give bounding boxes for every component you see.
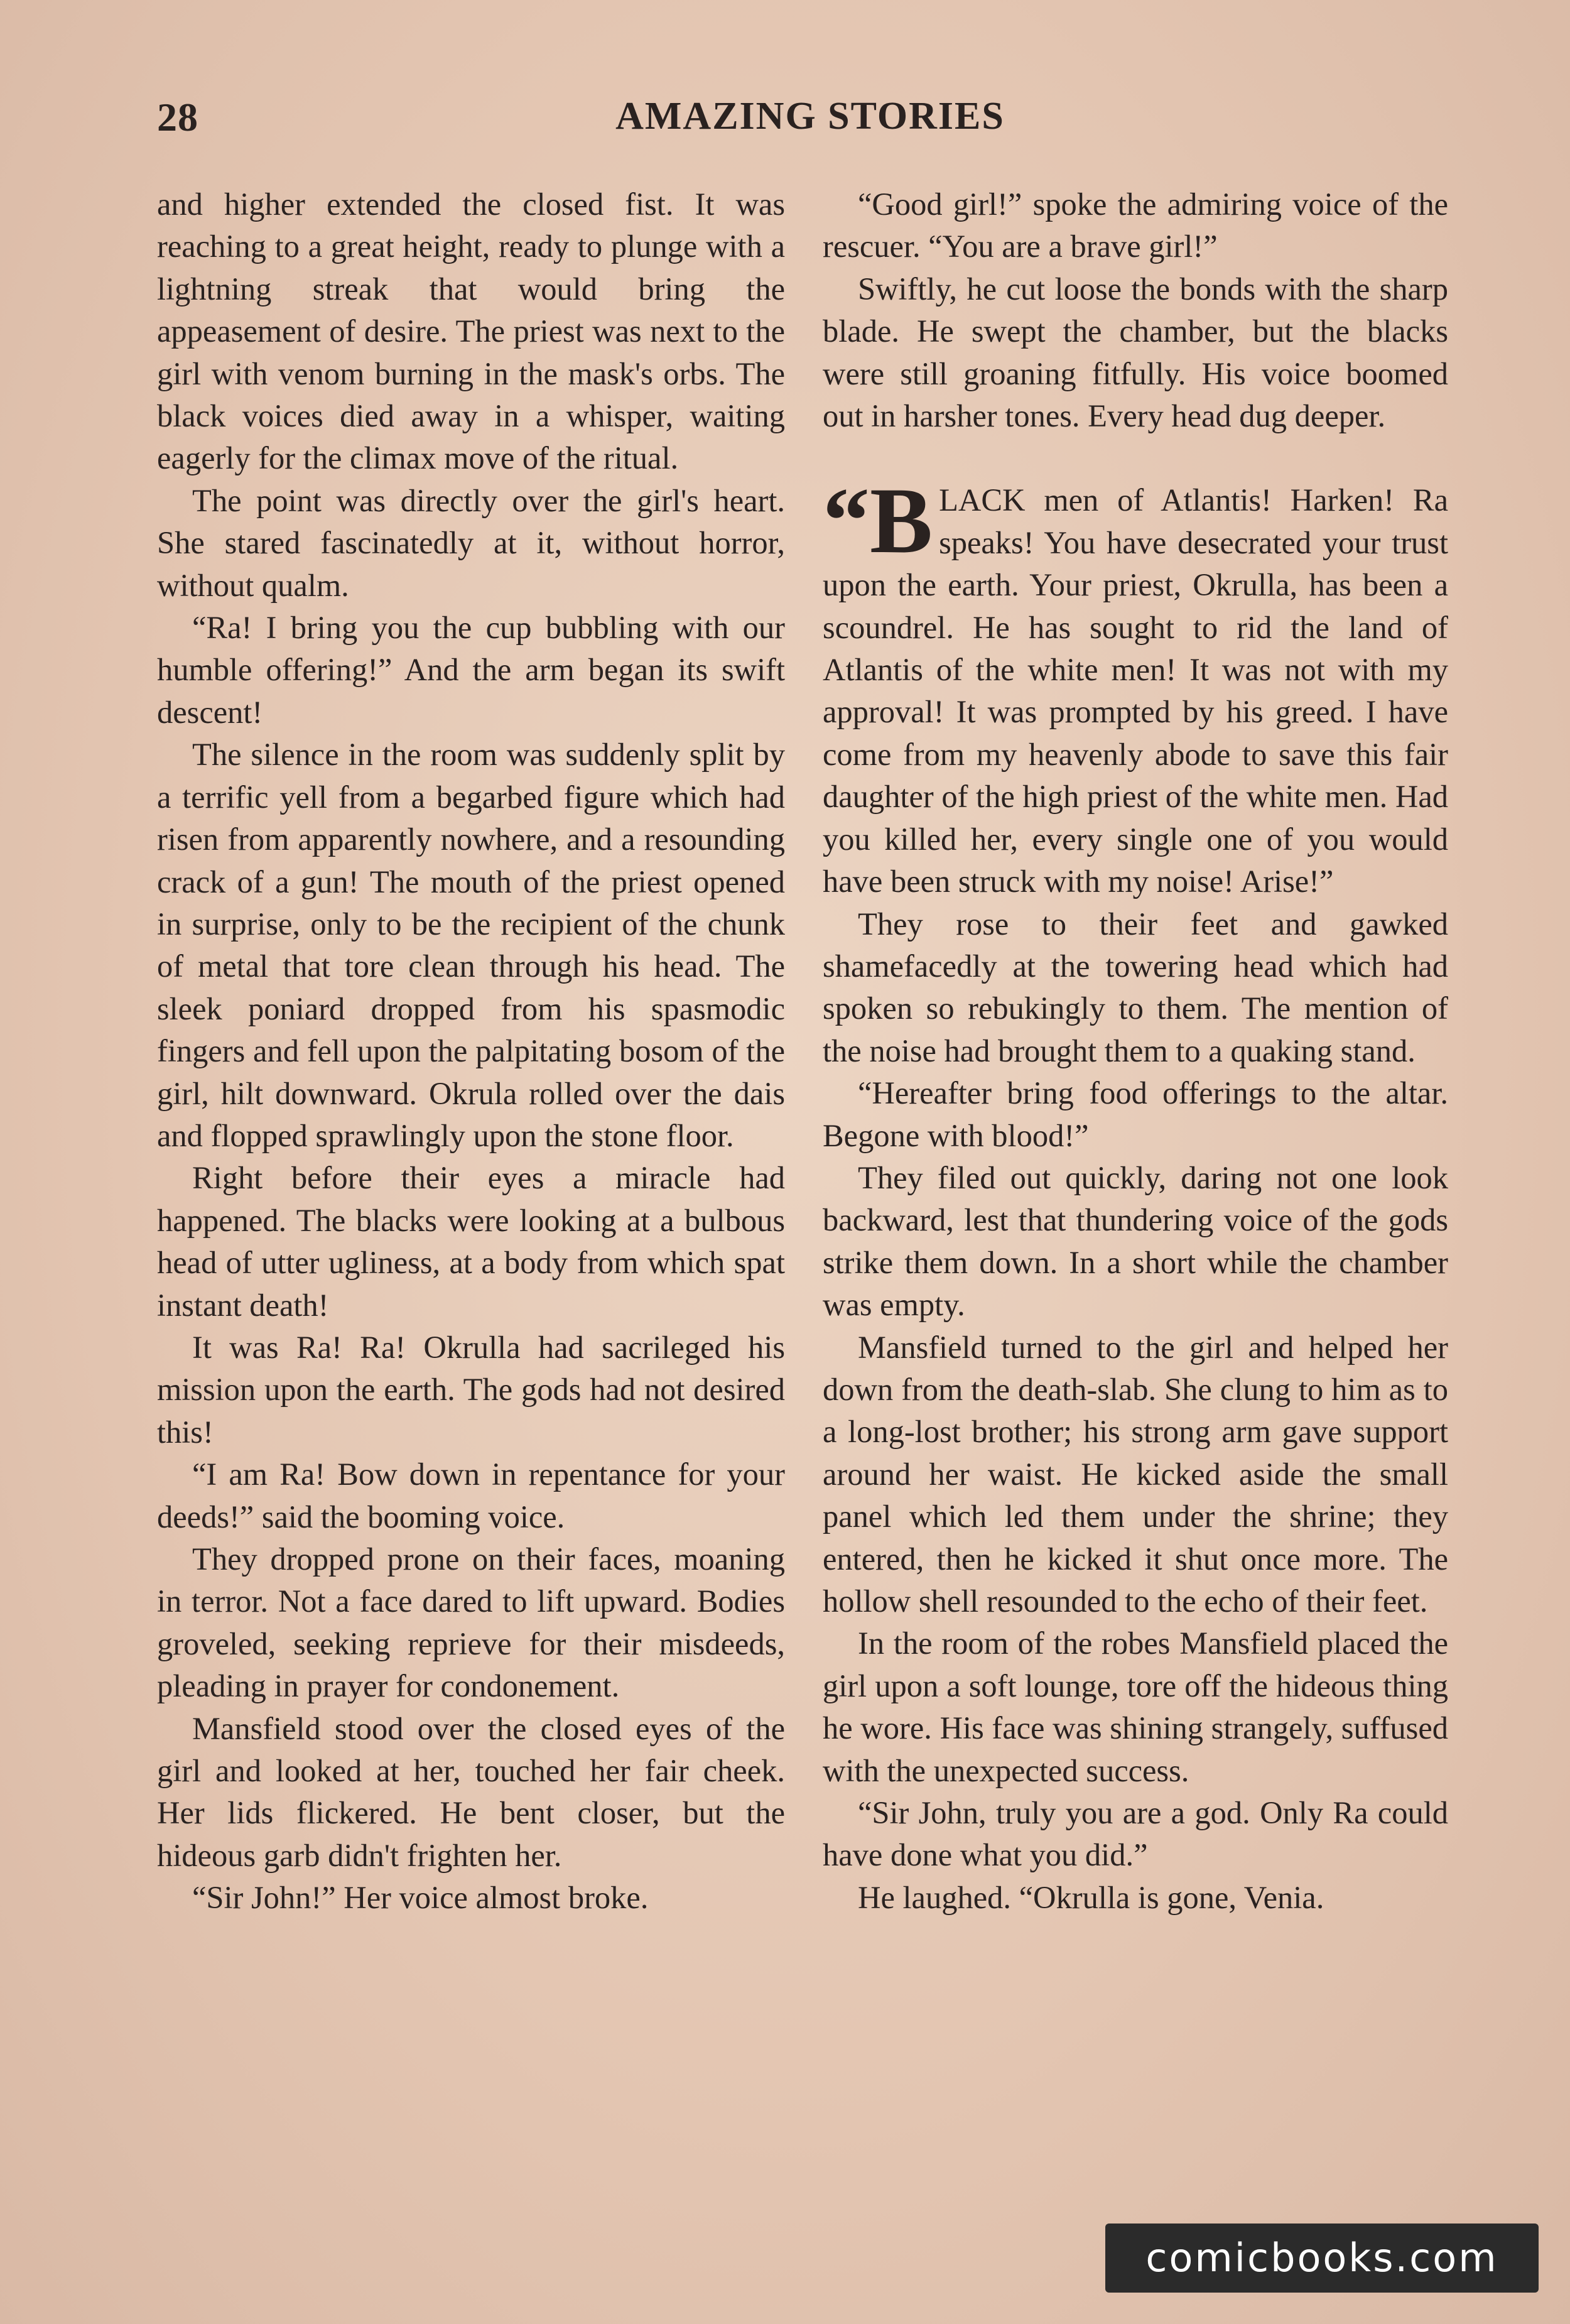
paragraph: and higher extended the closed fist. It was reaching to a great height, ready to plunge with a lightning streak that would bring the appeasement of desire. The priest was next to the girl with venom burning in the mask's orbs. The black voices died away in a whisper, waiting eagerly for the climax move of the ritual.	[157, 187, 785, 476]
paragraph: They rose to their feet and gawked shamefacedly at the towering head which had spoken so rebukingly to them. The mention of the noise had brought them to a quaking stand.	[823, 906, 1448, 1068]
right-column	[823, 183, 1448, 1919]
running-title: AMAZING STORIES	[615, 95, 1005, 138]
drop-cap-letter: B	[870, 469, 933, 573]
paragraph: Right before their eyes a miracle had happened. The blacks were looking at a bulbous head of utter ugliness, at a body from which spat instant death!	[157, 1160, 785, 1323]
paragraph: The silence in the room was suddenly split by a terrific yell from a begarbed figure which had risen from apparently nowhere, and a resounding crack of a gun! The mouth of the priest opened in surprise, only to be the recipient of the chunk of metal that tore clean through his head. The sleek poniard dropped from his spasmodic fingers and fell upon the palpitating bosom of the girl, hilt downward. Okrula rolled over the dais and flopped sprawlingly upon the stone floor.	[157, 737, 785, 1153]
paragraph: Mansfield turned to the girl and helped her down from the death-slab. She clung to him as to a long-lost brother; his strong arm gave support around her waist. He kicked aside the small panel which led them under the shrine; they entered, then he kicked it shut once more. The hollow shell resounded to the echo of their feet.	[823, 1329, 1448, 1619]
paragraph: “I am Ra! Bow down in repentance for your deeds!” said the booming voice.	[157, 1457, 785, 1534]
left-column	[157, 183, 785, 1919]
paragraph: Mansfield stood over the closed eyes of the girl and looked at her, touched her fair cheek. Her lids flickered. He bent closer, but the hideous garb didn't frighten her.	[157, 1710, 785, 1873]
paragraph: They dropped prone on their faces, moaning in terror. Not a face dared to lift upward. Bodies groveled, seeking reprieve for their misdeeds, pleading in prayer for condonement.	[157, 1541, 785, 1704]
drop-cap-quote: “	[823, 469, 870, 573]
section-opening-text: LACK men of Atlantis! Harken! Ra speaks! You have desecrated your trust upon the earth. Your priest, Okrulla, has been a scoundrel. He has sought to rid the land of Atlantis of the white men! It was not with my approval! It was prompted by his greed. I have come from my heavenly abode to save this fair daughter of the high priest of the white men. Had you killed her, every single one of you would have been struck with my noise! Arise!”	[823, 482, 1448, 899]
paragraph: “Ra! I bring you the cup bubbling with our humble offering!” And the arm began its swift descent!	[157, 610, 785, 730]
page-number: 28	[157, 95, 198, 139]
section-opening-paragraph	[823, 469, 1448, 903]
drop-cap	[823, 469, 933, 573]
paragraph: “Sir John!” Her voice almost broke.	[192, 1880, 649, 1916]
paragraph: Swiftly, he cut loose the bonds with the sharp blade. He swept the chamber, but the blacks were still groaning fitfully. His voice boomed out in harsher tones. Every head dug deeper.	[823, 271, 1448, 434]
paragraph: They filed out quickly, daring not one look backward, lest that thundering voice of the gods strike them down. In a short while the chamber was empty.	[823, 1159, 1448, 1323]
paragraph: “Good girl!” spoke the admiring voice of the rescuer. “You are a brave girl!”	[823, 187, 1448, 264]
site-watermark: comicbooks.com	[1105, 2224, 1539, 2293]
page-header	[157, 94, 1463, 151]
paragraph: “Hereafter bring food offerings to the altar. Begone with blood!”	[823, 1075, 1448, 1153]
paragraph: He laughed. “Okrulla is gone, Venia.	[858, 1879, 1324, 1915]
paragraph: It was Ra! Ra! Okrulla had sacrileged his mission upon the earth. The gods had not desired this!	[157, 1329, 785, 1450]
paragraph: “Sir John, truly you are a god. Only Ra could have done what you did.”	[823, 1795, 1448, 1873]
paragraph: The point was directly over the girl's heart. She stared fascinatedly at it, without horror, without qualm.	[157, 482, 785, 603]
paragraph: In the room of the robes Mansfield placed the girl upon a soft lounge, tore off the hideous thing he wore. His face was shining strangely, suffused with the unexpected success.	[823, 1626, 1448, 1788]
